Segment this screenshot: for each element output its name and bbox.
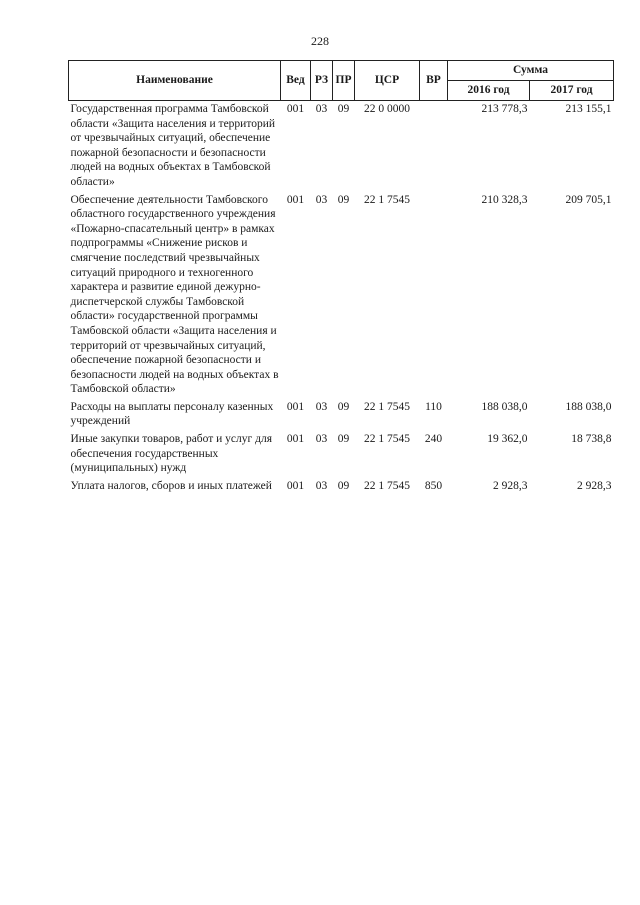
row-csr: 22 1 7545 xyxy=(364,193,410,206)
row-sum-2017: 188 038,0 xyxy=(565,400,612,413)
header-year-2017: 2017 год xyxy=(530,81,614,101)
header-name: Наименование xyxy=(69,61,281,101)
row-csr: 22 1 7545 xyxy=(364,400,410,413)
row-pr: 09 xyxy=(337,103,350,115)
row-sum-2017: 209 705,1 xyxy=(565,193,612,206)
row-pr: 09 xyxy=(337,433,350,446)
row-ved: 001 xyxy=(286,479,305,492)
row-sum-2016: 210 328,3 xyxy=(481,193,528,206)
row-sum-2016: 213 778,3 xyxy=(481,103,528,115)
page-number: 228 xyxy=(311,34,329,48)
row-sum-2016: 2 928,3 xyxy=(493,479,528,492)
row-csr: 22 1 7545 xyxy=(364,479,410,492)
row-ved: 001 xyxy=(286,103,305,115)
row-sum-2017: 18 738,8 xyxy=(571,433,612,446)
row-name: Иные закупки товаров, работ и услуг для обеспечения государственных (муниципальных) нужд xyxy=(70,433,272,475)
table-row xyxy=(69,400,614,432)
table-row xyxy=(69,479,614,497)
row-rz: 03 xyxy=(315,400,328,413)
table-row xyxy=(69,193,614,400)
row-ved: 001 xyxy=(286,433,305,446)
row-rz: 03 xyxy=(315,479,328,492)
row-name: Государственная программа Тамбовской области «Защита населения и территорий от чрезвычайных ситуаций, обеспечение пожарной безопасности и безопасности людей на водных объектах в Тамбовской области» xyxy=(70,103,276,188)
row-name: Расходы на выплаты персоналу казенных учреждений xyxy=(70,400,274,428)
row-vr: 850 xyxy=(424,479,443,492)
row-sum-2017: 213 155,1 xyxy=(565,103,612,115)
header-vr: ВР xyxy=(420,61,448,101)
row-vr xyxy=(420,101,448,193)
row-rz: 03 xyxy=(315,433,328,446)
row-ved: 001 xyxy=(286,193,305,206)
budget-table xyxy=(68,60,614,496)
row-sum-2016: 188 038,0 xyxy=(481,400,528,413)
row-rz: 03 xyxy=(315,103,328,115)
row-ved: 001 xyxy=(286,400,305,413)
header-pr: ПР xyxy=(333,61,355,101)
row-vr xyxy=(420,193,448,400)
header-year-2016: 2016 год xyxy=(448,81,530,101)
row-csr: 22 0 0000 xyxy=(364,103,410,115)
table-row xyxy=(69,432,614,479)
header-csr: ЦСР xyxy=(355,61,420,101)
row-name: Уплата налогов, сборов и иных платежей xyxy=(70,479,272,492)
row-sum-2016: 19 362,0 xyxy=(487,433,528,446)
header-rz: РЗ xyxy=(311,61,333,101)
row-rz: 03 xyxy=(315,193,328,206)
row-sum-2017: 2 928,3 xyxy=(577,479,612,492)
row-pr: 09 xyxy=(337,193,350,206)
table-row xyxy=(69,101,614,193)
table-header xyxy=(69,61,614,101)
header-ved: Вед xyxy=(281,61,311,101)
row-vr: 110 xyxy=(425,400,442,413)
row-vr: 240 xyxy=(424,433,443,446)
row-pr: 09 xyxy=(337,400,350,413)
row-pr: 09 xyxy=(337,479,350,492)
row-csr: 22 1 7545 xyxy=(364,433,410,446)
header-sum: Сумма xyxy=(448,61,614,81)
row-name: Обеспечение деятельности Тамбовского областного государственного учреждения «Пожарно-спасательный центр» в рамках подпрограммы «Снижение рисков и смягчение последствий чрезвычайных ситуаций природного и техногенного характера и развитие единой дежурно-диспетчерской службы Тамбовской области» государственной программы Тамбовской области «Защита населения и территорий от чрезвычайных ситуаций, обеспечение пожарной безопасности и безопасности людей на водных объектах в Тамбовской области» xyxy=(70,193,279,396)
